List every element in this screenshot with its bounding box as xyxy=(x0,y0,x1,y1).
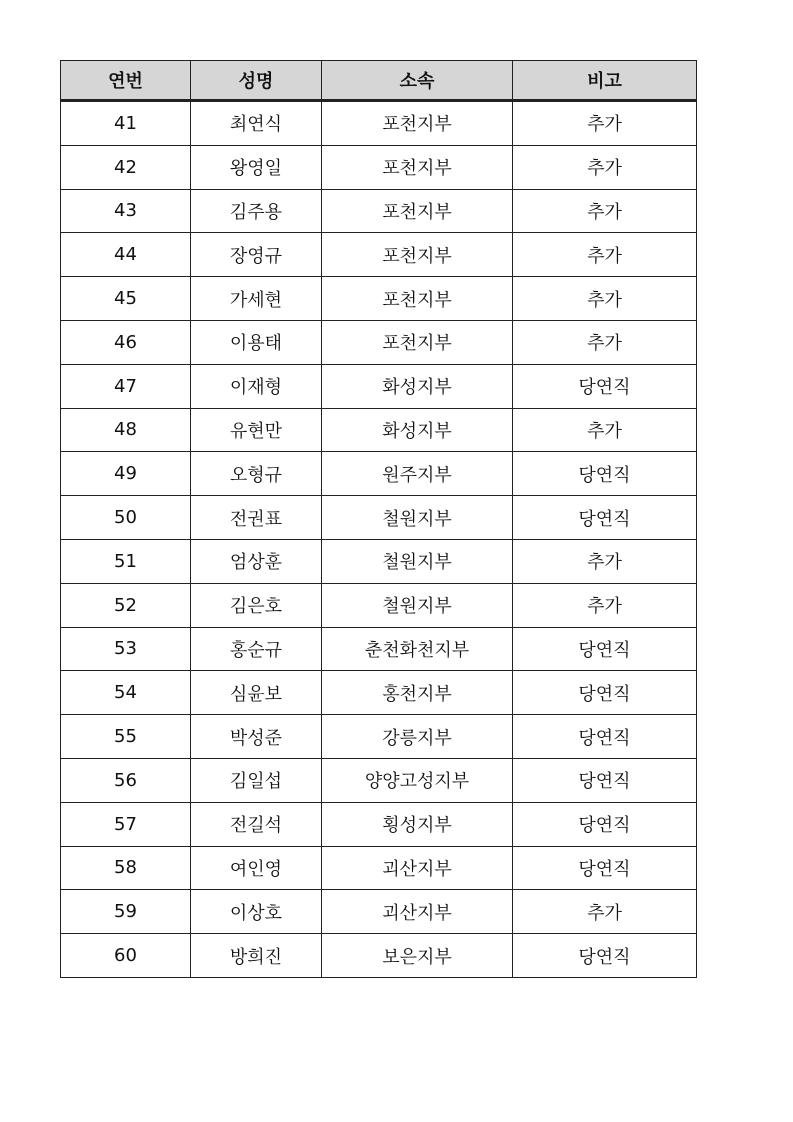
table-row xyxy=(61,233,697,277)
header-number: 연번 xyxy=(61,61,191,101)
table-row xyxy=(61,189,697,233)
table-row xyxy=(61,715,697,759)
cell-number: 42 xyxy=(61,145,191,189)
table-row xyxy=(61,802,697,846)
cell-number: 51 xyxy=(61,539,191,583)
cell-note: 추가 xyxy=(513,145,697,189)
table-row xyxy=(61,846,697,890)
cell-note: 추가 xyxy=(513,320,697,364)
table-row xyxy=(61,101,697,146)
cell-affiliation: 화성지부 xyxy=(322,408,513,452)
table-row xyxy=(61,408,697,452)
cell-affiliation: 포천지부 xyxy=(322,101,513,146)
header-affiliation: 소속 xyxy=(322,61,513,101)
cell-name: 김은호 xyxy=(191,583,322,627)
cell-note: 추가 xyxy=(513,583,697,627)
table-row xyxy=(61,627,697,671)
cell-name: 전권표 xyxy=(191,496,322,540)
cell-affiliation: 춘천화천지부 xyxy=(322,627,513,671)
cell-name: 박성준 xyxy=(191,715,322,759)
cell-note: 추가 xyxy=(513,539,697,583)
table-row xyxy=(61,277,697,321)
cell-affiliation: 보은지부 xyxy=(322,934,513,978)
cell-affiliation: 괴산지부 xyxy=(322,846,513,890)
cell-note: 당연직 xyxy=(513,802,697,846)
table-row xyxy=(61,671,697,715)
cell-note: 당연직 xyxy=(513,452,697,496)
table-body xyxy=(61,101,697,978)
cell-number: 54 xyxy=(61,671,191,715)
cell-name: 엄상훈 xyxy=(191,539,322,583)
cell-note: 당연직 xyxy=(513,496,697,540)
cell-number: 45 xyxy=(61,277,191,321)
cell-name: 이재형 xyxy=(191,364,322,408)
cell-name: 이상호 xyxy=(191,890,322,934)
cell-name: 왕영일 xyxy=(191,145,322,189)
table-row xyxy=(61,934,697,978)
cell-note: 추가 xyxy=(513,408,697,452)
cell-name: 이용태 xyxy=(191,320,322,364)
cell-number: 52 xyxy=(61,583,191,627)
cell-number: 50 xyxy=(61,496,191,540)
table-row xyxy=(61,890,697,934)
cell-number: 49 xyxy=(61,452,191,496)
cell-affiliation: 포천지부 xyxy=(322,189,513,233)
table-row xyxy=(61,758,697,802)
cell-name: 전길석 xyxy=(191,802,322,846)
table-row xyxy=(61,496,697,540)
cell-name: 유현만 xyxy=(191,408,322,452)
cell-affiliation: 횡성지부 xyxy=(322,802,513,846)
header-note: 비고 xyxy=(513,61,697,101)
cell-note: 추가 xyxy=(513,277,697,321)
cell-affiliation: 홍천지부 xyxy=(322,671,513,715)
cell-name: 장영규 xyxy=(191,233,322,277)
cell-number: 53 xyxy=(61,627,191,671)
cell-note: 당연직 xyxy=(513,627,697,671)
header-name: 성명 xyxy=(191,61,322,101)
table-row xyxy=(61,452,697,496)
cell-affiliation: 포천지부 xyxy=(322,277,513,321)
cell-number: 59 xyxy=(61,890,191,934)
cell-name: 최연식 xyxy=(191,101,322,146)
cell-number: 57 xyxy=(61,802,191,846)
cell-name: 김일섭 xyxy=(191,758,322,802)
cell-number: 48 xyxy=(61,408,191,452)
table-row xyxy=(61,539,697,583)
table-row xyxy=(61,320,697,364)
table-row xyxy=(61,364,697,408)
cell-number: 46 xyxy=(61,320,191,364)
cell-affiliation: 철원지부 xyxy=(322,496,513,540)
cell-affiliation: 원주지부 xyxy=(322,452,513,496)
cell-number: 60 xyxy=(61,934,191,978)
cell-number: 43 xyxy=(61,189,191,233)
cell-name: 방희진 xyxy=(191,934,322,978)
cell-number: 47 xyxy=(61,364,191,408)
cell-number: 55 xyxy=(61,715,191,759)
cell-note: 당연직 xyxy=(513,846,697,890)
cell-name: 여인영 xyxy=(191,846,322,890)
cell-number: 41 xyxy=(61,101,191,146)
cell-name: 김주용 xyxy=(191,189,322,233)
cell-name: 가세현 xyxy=(191,277,322,321)
cell-note: 당연직 xyxy=(513,715,697,759)
cell-number: 58 xyxy=(61,846,191,890)
cell-number: 44 xyxy=(61,233,191,277)
cell-note: 당연직 xyxy=(513,671,697,715)
member-table xyxy=(60,60,697,978)
cell-note: 추가 xyxy=(513,233,697,277)
cell-affiliation: 화성지부 xyxy=(322,364,513,408)
cell-name: 홍순규 xyxy=(191,627,322,671)
cell-name: 오형규 xyxy=(191,452,322,496)
cell-affiliation: 포천지부 xyxy=(322,320,513,364)
cell-affiliation: 강릉지부 xyxy=(322,715,513,759)
cell-affiliation: 포천지부 xyxy=(322,145,513,189)
cell-affiliation: 양양고성지부 xyxy=(322,758,513,802)
cell-note: 추가 xyxy=(513,101,697,146)
table-row xyxy=(61,145,697,189)
cell-note: 추가 xyxy=(513,189,697,233)
table-row xyxy=(61,583,697,627)
cell-note: 추가 xyxy=(513,890,697,934)
cell-number: 56 xyxy=(61,758,191,802)
cell-affiliation: 괴산지부 xyxy=(322,890,513,934)
cell-name: 심윤보 xyxy=(191,671,322,715)
cell-note: 당연직 xyxy=(513,364,697,408)
cell-affiliation: 포천지부 xyxy=(322,233,513,277)
cell-affiliation: 철원지부 xyxy=(322,539,513,583)
cell-affiliation: 철원지부 xyxy=(322,583,513,627)
cell-note: 당연직 xyxy=(513,758,697,802)
cell-note: 당연직 xyxy=(513,934,697,978)
table-header-row xyxy=(61,61,697,101)
